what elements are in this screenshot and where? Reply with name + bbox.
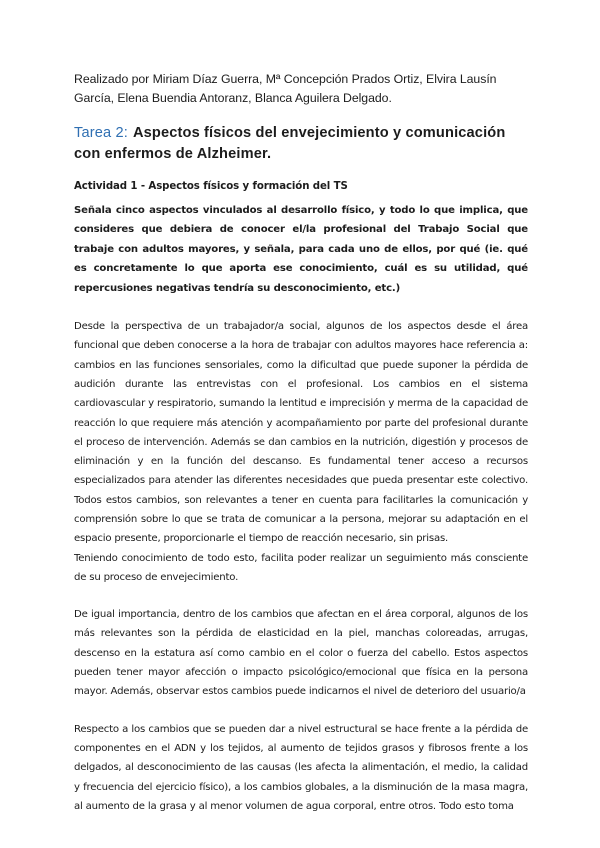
paragraph-body-changes: De igual importancia, dentro de los cambios que afectan en el área corporal, algunos de los más relevantes son la pérdida de elasticidad en la piel, manchas coloreadas, arrugas, descenso en la estatura así como cambio en el color o fuerza del cabello. Estos aspectos pueden tener mayor afección o impacto psicológico/emocional que física en la persona mayor. Además, observar estos cambios puede indicarnos el nivel de deterioro del usuario/a — [74, 609, 528, 698]
document-content — [74, 70, 528, 816]
paragraph-knowledge-summary: Teniendo conocimiento de todo esto, facilita poder realizar un seguimiento más consciente de su proceso de envejecimiento. — [74, 552, 528, 583]
task-title: Aspectos físicos del envejecimiento y comunicación con enfermos de Alzheimer. — [74, 125, 506, 162]
task-label: Tarea 2: — [74, 125, 128, 141]
paragraph-structural-changes: Respecto a los cambios que se pueden dar a nivel estructural se hace frente a la pérdida de componentes en el ADN y los tejidos, al aumento de tejidos grasos y fibrosos frente a los delgados, al desconocimiento de las causas (les afecta la alimentación, el medio, la calidad y frecuencia del ejercicio físico), a los cambios globales, a la disminución de la masa magra, al aumento de la grasa y al menor volumen de agua corporal, entre otros. Todo esto toma — [74, 723, 528, 812]
authors-line: Realizado por Miriam Díaz Guerra, Mª Concepción Prados Ortiz, Elvira Lausín García, Elena Buendia Antoranz, Blanca Aguilera Delgado. — [74, 72, 497, 105]
task-heading — [74, 123, 528, 164]
paragraph-functional-changes: Desde la perspectiva de un trabajador/a social, algunos de los aspectos desde el área funcional que deben conocerse a la hora de trabajar con adultos mayores hace referencia a: cambios en las funciones sensoriales, como la dificultad que puede suponer la pérdida de audición durante las entrevistas con el profesional. Los cambios en el sistema cardiovascular y respiratorio, sumando la lentitud e imprecisión y merma de la capacidad de reacción lo que requiere más atención y acompañamiento por parte del profesional durante el proceso de intervención. Además se dan cambios en la nutrición, digestión y procesos de eliminación y en la función del descanso. Es fundamental tener acceso a recursos especializados para atender las diferentes necesidades que pueda presentar este colectivo. Todos estos cambios, son relevantes a tener en cuenta para facilitarles la comunicación y comprensión sobre lo que se trata de comunicar a la persona, mejorar su adaptación en el espacio presente, proporcionarle el tiempo de reacción necesario, sin prisas. — [74, 321, 528, 545]
activity-title: Actividad 1 - Aspectos físicos y formación del TS — [74, 181, 348, 192]
activity-prompt: Señala cinco aspectos vinculados al desarrollo físico, y todo lo que implica, que consideres que debiera de conocer el/la profesional del Trabajo Social que trabaje con adultos mayores, y señala, para cada uno de ellos, por qué (ie. qué es concretamente lo que aporta ese conocimiento, cuál es su utilidad, qué repercusiones negativas tendría su desconocimiento, etc.) — [74, 205, 528, 294]
